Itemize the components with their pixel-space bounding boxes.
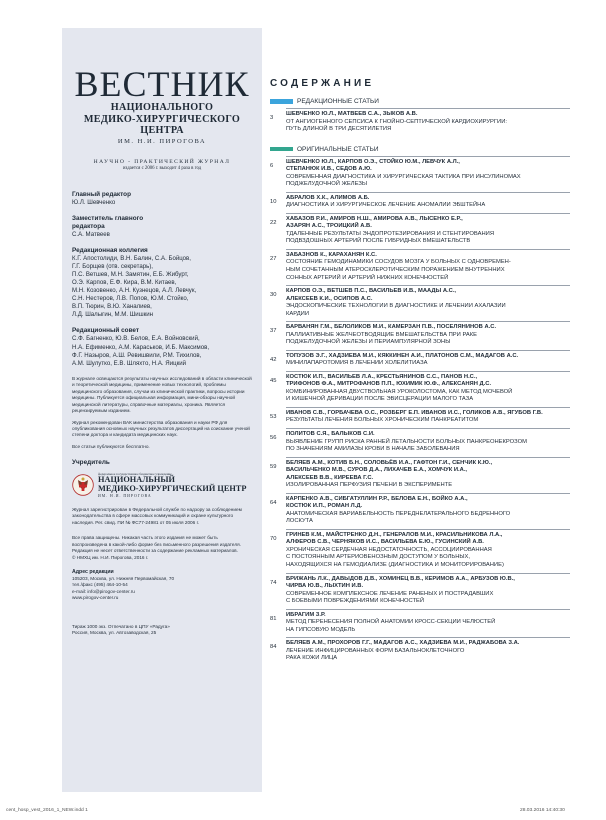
toc-entry[interactable] (270, 156, 570, 189)
toc-entry-authors: СТЕПАНЮК И.В., СЕДОВ А.Ю. (286, 166, 372, 173)
logo-line-2: НАЦИОНАЛЬНЫЙ (98, 475, 175, 485)
toc-entry[interactable] (270, 213, 570, 246)
board-member-line: Л.Д. Шалыгин, М.М. Шишкин (72, 311, 154, 319)
address-line: e-mail: info@pirogov-center.ru (72, 588, 135, 594)
toc-entry-authors: КАРПОВ О.Э., ВЕТШЕВ П.С., ВАСИЛЬЕВ И.В., МААДЫ А.С., (286, 288, 457, 295)
editorial-council-block (72, 327, 252, 367)
toc-section-name: ОРИГИНАЛЬНЫЕ СТАТЬИ (297, 145, 379, 153)
address-block (72, 569, 252, 601)
rights-block (72, 535, 252, 561)
council-member-line: С.Ф. Багненко, Ю.В. Белов, Е.А. Войновский, (72, 335, 200, 343)
board-member-line: К.Г. Апостолиди, В.Н. Балин, С.А. Бойцов, (72, 255, 191, 263)
toc-entry-title: ТДАЛЕННЫЕ РЕЗУЛЬТАТЫ ЭНДОПРОТЕЗИРОВАНИЯ И СТЕНТИРОВАНИЯ (286, 230, 495, 237)
editorial-board-list (72, 255, 252, 319)
free-publication-text: Все статьи публикуются бесплатно. (72, 443, 150, 449)
address-line: тел./факс (495) 464-10-54 (72, 582, 128, 588)
toc-entry[interactable] (270, 529, 570, 570)
toc-entry-authors: ИВАНОВ С.В., ГОРБАЧЕВА О.С., РОЗБЕРГ Е.П. ИВАНОВ И.С., ГОЛИКОВ А.В., ЯГУБОВ Г.В. (286, 409, 543, 416)
toc-entry-authors: АЛЕКСЕЕВ В.В., КИРЕЕВА Г.С. (286, 474, 374, 481)
logo-line-3: МЕДИКО-ХИРУРГИЧЕСКИЙ ЦЕНТР (98, 484, 247, 494)
editorial-council-title: Редакционный совет (72, 327, 140, 335)
toc-entry[interactable] (270, 428, 570, 454)
toc-entry[interactable] (270, 407, 570, 425)
registration-text: Журнал зарегистрирован в Федеральной службе по надзору за соблюдением законодательства в сфере массовых коммуникаций и охране культурного наследия. Рег. свид. ПИ № ФС77-24981 от 05 июля 2006 г. (72, 506, 242, 525)
toc-section-name: РЕДАКЦИОННЫЕ СТАТЬИ (297, 98, 379, 105)
deputy-editor-block (72, 215, 252, 239)
toc-entry-authors: ГРИНЕВ К.М., МАЙСТРЕНКО Д.Н., ГЕНЕРАЛОВ М.И., КРАСИЛЬНИКОВА Л.А., (286, 531, 503, 538)
toc-entry-authors: АЗАРЯН А.С., ТРОИЦКИЙ А.В. (286, 223, 372, 230)
board-member-line: С.Н. Нестеров, Л.В. Попов, Ю.М. Стойко, (72, 295, 189, 303)
toc-entry-title: С ПОСТОЯННЫМ АРТЕРИОВЕНОЗНЫМ ДОСТУПОМ У БОЛЬНЫХ, (286, 554, 471, 561)
toc-entry-title: ПАЛЛИАТИВНЫЕ ЖЕЛЧЕОТВОДЯЩИЕ ВМЕШАТЕЛЬСТВА ПРИ РАКЕ (286, 331, 478, 338)
toc-entry-title: ПОДВЗДОШНЫХ АРТЕРИЙ ПОСЛЕ ГИБРИДНЫХ ВМЕШАТЕЛЬСТВ (286, 238, 471, 245)
toc-entry-title: МЕТОД ПЕРЕНЕСЕНИЯ ПОЛНОЙ АНАТОМИИ КРОСС-СЕКЦИИ ЧЕЛЮСТЕЙ (286, 619, 496, 626)
toc-entry-page: 56 (270, 435, 277, 441)
toc-entry-title: СОВРЕМЕННАЯ ДИАГНОСТИКА И ХИРУРГИЧЕСКАЯ ТАКТИКА ПРИ ИНСУЛИНОМАХ (286, 173, 521, 180)
section-color-swatch (270, 99, 293, 104)
board-member-line: О.Э. Карпов, Е.Ф. Кира, В.М. Китаев, (72, 279, 177, 287)
toc-entry-title: РЕЗУЛЬТАТЫ ЛЕЧЕНИЯ БОЛЬНЫХ ХРОНИЧЕСКИМ ПАНКРЕАТИТОМ (286, 417, 479, 424)
logo-line-4: ИМ. Н.И. ПИРОГОВА (98, 493, 152, 498)
toc-entry[interactable] (270, 493, 570, 526)
print-line: Россия, Москва, ул. Автозаводская, 25 (72, 630, 157, 636)
toc-section-header (270, 98, 570, 105)
table-of-contents (270, 78, 570, 663)
board-member-line: П.С. Ветшев, М.Н. Замятин, Е.Б. Жибурт, (72, 271, 189, 279)
toc-entry-page: 81 (270, 615, 277, 622)
journal-subtitle-3: ИМ. Н.И. ПИРОГОВА (117, 138, 207, 146)
toc-entry-page: 59 (270, 463, 277, 470)
toc-entry-page: 70 (270, 535, 277, 542)
toc-entry-page: 10 (270, 198, 277, 205)
toc-entry-body (286, 213, 570, 246)
toc-entry-title: ЭНДОСКОПИЧЕСКИЕ ТЕХНОЛОГИИ В ДИАГНОСТИКЕ И ЛЕЧЕНИИ АХАЛАЗИИ (286, 303, 506, 310)
about-text: В журнале освещаются результаты научных исследований в области клинической и теоретической медицины, применение новых технологий, проблемы медицинского образования, случаи из клинической практики, вопросы истории медицины. Публикуется официальная информация, мини-обзоры научной медицинской литературы, справочные материалы, хроника. Является рецензируемым изданием. (72, 375, 252, 414)
toc-entry-body (286, 529, 570, 570)
toc-entry[interactable] (270, 573, 570, 606)
toc-entry-authors: КАРПЕНКО А.В., СИБГАТУЛЛИН Р.Р., БЕЛОВА Е.Н., БОЙКО А.А., (286, 495, 468, 502)
toc-entry-title: ДИАГНОСТИКА И ХИРУРГИЧЕСКОЕ ЛЕЧЕНИЕ АНОМАЛИИ ЭБШТЕЙНА (286, 202, 486, 209)
toc-entry-title: КАРДИИ (286, 310, 309, 317)
founder-title: Учредитель (72, 459, 110, 467)
journal-title: ВЕСТНИК (74, 64, 250, 104)
toc-entry-authors: БРИЖАНЬ Л.К., ДАВЫДОВ Д.В., ХОМИНЕЦ В.В., КЕРИМОВ А.А., АРБУЗОВ Ю.В., (286, 575, 515, 582)
toc-entry-body (286, 573, 570, 606)
vak-text: Журнал рекомендован ВАК министерства образования и науки РФ для опубликования основных научных результатов диссертаций на соискание ученой степени доктора и кандидата медицинских наук. (72, 419, 250, 438)
toc-entry-title: ЛЕЧЕНИЕ ИНФИЦИРОВАННЫХ ФОРМ БАЗАЛЬНОКЛЕТОЧНОГО (286, 647, 465, 654)
toc-entry-body (286, 457, 570, 490)
council-member-line: Ф.Г. Назыров, А.Ш. Ревишвили, Р.М. Тихилов, (72, 351, 202, 359)
toc-entry[interactable] (270, 321, 570, 347)
toc-entry-title: НАХОДЯЩИХСЯ НА ГЕМОДИАЛИЗЕ (ДИАГНОСТИКА И МОНИТОРИРОВАНИЕ) (286, 561, 504, 568)
rights-line: © НМХЦ им. Н.И. Пирогова, 2016 г. (72, 554, 149, 560)
council-member-line: Н.А. Ефименко, А.М. Караськов, И.Б. Максимов, (72, 343, 210, 351)
toc-entry-title: СОННЫХ АРТЕРИЙ И АРТЕРИЙ НИЖНИХ КОНЕЧНОСТЕЙ (286, 274, 449, 281)
toc-entry[interactable] (270, 371, 570, 404)
toc-entry-body (286, 428, 570, 454)
toc-entry-title: АНАТОМИЧЕСКАЯ ВАРИАБЕЛЬНОСТЬ ПЕРЕДНЕЛАТЕРАЛЬНОГО БЕДРЕННОГО (286, 510, 511, 517)
toc-entry-title: И КИШЕЧНОЙ ДЕРИВАЦИИ ПОСЛЕ ЭВИСЦЕРАЦИИ МАЛОГО ТАЗА (286, 396, 474, 403)
chief-editor-title: Главный редактор (72, 191, 131, 199)
toc-entry[interactable] (270, 192, 570, 210)
toc-entry-title: ХРОНИЧЕСКАЯ СЕРДЕЧНАЯ НЕДОСТАТОЧНОСТЬ, АССОЦИИРОВАННАЯ (286, 546, 492, 553)
deputy-editor-name: С.А. Матвеев (72, 231, 110, 239)
toc-entry-body (286, 156, 570, 189)
toc-entry-title: ПОДЖЕЛУДОЧНОЙ ЖЕЛЕЗЫ (286, 181, 367, 188)
toc-entry-title: ПОДЖЕЛУДОЧНОЙ ЖЕЛЕЗЫ И ПЕРИАМПУЛЯРНОЙ ЗОНЫ (286, 339, 451, 346)
toc-entry[interactable] (270, 285, 570, 318)
toc-entry-authors: КОСТЮК И.П., ВАСИЛЬЕВ Л.А., КРЕСТЬЯНИНОВ С.С., ПАНОВ Н.С., (286, 373, 478, 380)
toc-entry-page: 37 (270, 328, 277, 335)
toc-entry-page: 30 (270, 292, 277, 299)
toc-entry-title: ВЫЯВЛЕНИЕ ГРУПП РИСКА РАННЕЙ ЛЕТАЛЬНОСТИ БОЛЬНЫХ ПАНКРЕОНЕКРОЗОМ (286, 438, 527, 445)
section-color-swatch (270, 147, 293, 152)
toc-entry-authors: ИБРАГИМ З.Р. (286, 611, 326, 618)
toc-entry[interactable] (270, 350, 570, 368)
editorial-council-list (72, 335, 252, 367)
editorial-board-block (72, 247, 252, 319)
toc-entry[interactable] (270, 609, 570, 635)
toc-entry-body (286, 350, 570, 368)
founder-logo (72, 472, 252, 497)
toc-entry-body (286, 192, 570, 210)
chief-editor-block (72, 191, 252, 207)
toc-entry-body (286, 371, 570, 404)
toc-entry[interactable] (270, 249, 570, 282)
toc-entry-page: 27 (270, 255, 277, 262)
chief-editor-name: Ю.Л. Шевченко (72, 199, 116, 207)
toc-entry-page: 74 (270, 579, 277, 586)
journal-type: НАУЧНО - ПРАКТИЧЕСКИЙ ЖУРНАЛ (93, 159, 231, 166)
footer-datetime: 28.03.2016 14:40:30 (520, 808, 565, 813)
toc-entry-title: С БОЕВЫМИ ПОВРЕЖДЕНИЯМИ КОНЕЧНОСТЕЙ (286, 598, 425, 605)
toc-entry-authors: ХАБАЗОВ Р.И., АМИРОВ Н.Ш., АМИРОВА А.В., ЛЫСЕНКО Е.Р., (286, 215, 463, 222)
toc-entry-page: 6 (270, 162, 274, 169)
toc-entry-authors: ЗАБАЗНОВ К., КАРАХАНЯН К.С. (286, 251, 377, 258)
toc-entry-body (286, 321, 570, 347)
toc-entry-authors: АЛФЕРОВ С.В., ЧЕРНЯКОВ И.С., ВАСИЛЬЕВА Е.Ю., ГУСИНСКИЙ А.В. (286, 539, 484, 546)
left-info-column (62, 28, 262, 792)
toc-entry-title: ОТ АНГИОГЕННОГО СЕПСИСА К ГНОЙНО-СЕПТИЧЕСКОЙ КАРДИОХИРУРГИИ: (286, 118, 507, 125)
toc-entry-page: 45 (270, 377, 277, 384)
toc-entry-page: 42 (270, 356, 277, 363)
rights-line: Все права защищены. Никакая часть этого издания не может быть воспроизведена в какой-либо форме без письменного разрешения издателя. (72, 535, 241, 547)
journal-subtitle-1: НАЦИОНАЛЬНОГО (110, 102, 214, 113)
toc-entry-title: ИЗОЛИРОВАННАЯ ПЕРФУЗИЯ ПЕЧЕНИ В ЭКСПЕРИМЕНТЕ (286, 482, 453, 489)
toc-entry-title: НА ГИПСОВУЮ МОДЕЛЬ (286, 626, 356, 633)
toc-entry-body (286, 609, 570, 635)
toc-entry-body (286, 637, 570, 663)
toc-entry-body (286, 285, 570, 318)
toc-entry-body (286, 407, 570, 425)
toc-entry-title: СОСТОЯНИЕ ГЕМОДИНАМИКИ СОСУДОВ МОЗГА У БОЛЬНЫХ С ОДНОВРЕМЕН- (286, 259, 511, 266)
print-info (72, 624, 252, 637)
board-member-line: Г.Г. Борщев (отв. секретарь), (72, 263, 154, 271)
toc-entry-authors: ТРИФОНОВ Ф.А., МИТРОФАНОВ П.П., ЮХИМИК Ю.Ф., АЛЕКСАНЯН Д.С. (286, 381, 492, 388)
toc-entry-title: МИНИЛАПАРОТОМИЯ В ЛЕЧЕНИИ ХОЛЕЛИТИАЗА (286, 360, 428, 367)
toc-entry-body (286, 249, 570, 282)
address-lines (72, 576, 252, 602)
toc-entry-title: СОВРЕМЕННОЕ КОМПЛЕКСНОЕ ЛЕЧЕНИЕ РАНЕНЫХ И ПОСТРАДАВШИХ (286, 590, 494, 597)
footer-filename: cent_hosp_vest_2016_1_NEW.indd 1 (6, 808, 88, 813)
toc-entry-page: 53 (270, 413, 277, 420)
toc-entry[interactable] (270, 457, 570, 490)
toc-entry-authors: ПОЛИТОВ С.Я., БАЛЫКОВ С.И. (286, 431, 375, 437)
editorial-board-title: Редакционная коллегия (72, 247, 148, 255)
toc-section-header (270, 146, 570, 153)
address-line: www.pirogov-center.ru (72, 595, 119, 601)
print-line: Тираж 1000 экз. Отпечатано в ЦПУ «Радуга» (72, 623, 170, 629)
toc-entry-body (286, 493, 570, 526)
toc-entry-authors: БАРВАНЯН Г.М., БЕЛОЛИКОВ М.И., КАМЕРЗАН П.В., ПОСЕЛЯНИНОВ А.С. (286, 324, 497, 331)
address-title: Адрес редакции (72, 569, 114, 576)
toc-entry[interactable] (270, 108, 570, 134)
toc-entry-title: КОМБИНИРОВАННАЯ ДВУСТВОЛЬНАЯ УРОКОЛОСТОМА, КАК МЕТОД МОЧЕВОЙ (286, 388, 513, 395)
toc-entry-authors: ШЕВЧЕНКО Ю.Л., КАРПОВ О.Э., СТОЙКО Ю.М., ЛЕВЧУК А.Л., (286, 158, 460, 165)
rights-line: Редакция не несет ответственности за содержание рекламных материалов. (72, 548, 238, 554)
toc-entry-authors: КОСТЮК И.П., РОМАН Л.Д. (286, 503, 363, 510)
toc-entry-authors: АБРАЛОВ Х.К., АЛИМОВ А.Б. (286, 194, 370, 201)
board-member-line: М.Н. Козовенко, А.Н. Кузнецов, А.Л. Левчук, (72, 287, 197, 295)
toc-entry-page: 64 (270, 499, 277, 506)
toc-entry-authors: ШЕВЧЕНКО Ю.Л., МАТВЕЕВ С.А., ЗЫКОВ А.В. (286, 111, 418, 117)
board-member-line: В.П. Тюрин, В.Ю. Ханалиев, (72, 303, 152, 311)
toc-entry-title: НЫМ СОЧЕТАННЫМ АТЕРОСКЛЕРОТИЧЕСКИМ ПОРАЖЕНИЕМ ВНУТРЕННИХ (286, 266, 505, 273)
logo-line-1: федеральное государственное бюджетное учреждение (98, 472, 172, 477)
medical-center-emblem-icon (72, 474, 94, 496)
toc-sections (270, 98, 570, 663)
council-member-line: А.М. Шулутко, Е.В. Шляхто, Н.А. Яицкий (72, 359, 187, 367)
toc-entry-authors: АЛЕКСЕЕВ К.И., ОСИПОВ А.С. (286, 295, 373, 302)
toc-entry-page: 22 (270, 219, 277, 226)
toc-entry-body (286, 108, 570, 134)
toc-entry-title: ПО ЗНАЧЕНИЯМ АМИЛАЗЫ КРОВИ В НАЧАЛЕ ЗАБОЛЕВАНИЯ (286, 446, 460, 453)
toc-entry-authors: ТОПУЗОВ Э.Г., ХАДЗИЕВА М.И., КЯККИНЕН А.И., ПЛАТОНОВ С.М., МАДАГОВ А.С. (286, 352, 519, 359)
toc-entry-title: ПУТЬ ДЛИНОЙ В ТРИ ДЕСЯТИЛЕТИЯ (286, 126, 392, 133)
founder-block (72, 459, 252, 497)
deputy-editor-title: Заместитель главного редактора (72, 215, 144, 231)
toc-entry-page: 3 (270, 115, 274, 121)
toc-entry-authors: ЧИРВА Ю.В., ЛЫХТИН И.В. (286, 583, 364, 590)
toc-entry-authors: ВАСИЛЬЧЕНКО М.В., СУРОВ Д.А., ЛИХАЧЕВ Е.А., ХОМЧУК И.А., (286, 467, 468, 474)
toc-entry-authors: БЕЛЯЕВ А.М., ПРОХОРОВ Г.Г., МАДАГОВ А.С., ХАДЗИЕВА М.И., РАДЖАБОВА З.А. (286, 640, 520, 647)
address-line: 105203, Москва, ул. Нижняя Первомайская, 70 (72, 575, 175, 581)
toc-entry-authors: БЕЛЯЕВ А.М., КОТИВ Б.Н., СОЛОВЬЁВ И.А., ГАФТОН Г.И., СЕНЧИК К.Ю., (286, 459, 493, 466)
toc-title: СОДЕРЖАНИЕ (270, 78, 375, 89)
journal-since: издается с 2006 г. выходит 4 раза в год (122, 166, 202, 172)
masthead (72, 28, 252, 171)
journal-subtitle-2: МЕДИКО-ХИРУРГИЧЕСКОГО ЦЕНТРА (83, 113, 241, 137)
toc-entry[interactable] (270, 637, 570, 663)
toc-entry-title: ЛОСКУТА (286, 518, 313, 525)
toc-entry-title: РАКА КОЖИ ЛИЦА (286, 655, 338, 662)
toc-entry-page: 84 (270, 644, 277, 651)
